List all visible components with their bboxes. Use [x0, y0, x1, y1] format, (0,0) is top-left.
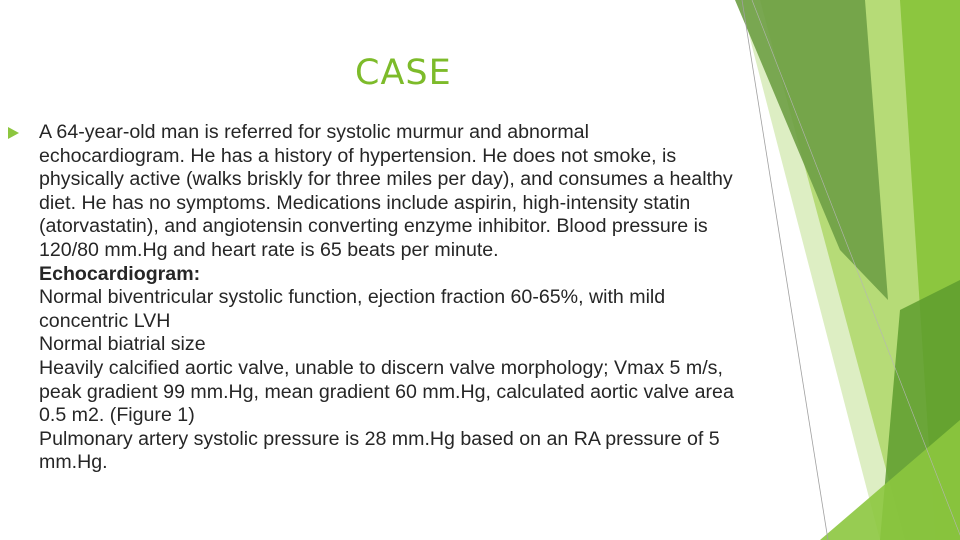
echo-line: Normal biatrial size	[39, 333, 206, 356]
echo-line: concentric LVH	[39, 309, 171, 332]
paragraph-line: (atorvastatin), and angiotensin converting enzyme inhibitor. Blood pressure is	[39, 215, 708, 238]
paragraph-line: diet. He has no symptoms. Medications include aspirin, high-intensity statin	[39, 191, 691, 214]
paragraph-line: physically active (walks briskly for three miles per day), and consumes a healthy	[39, 168, 733, 191]
slide-title: CASE	[355, 53, 452, 93]
paragraph-line: echocardiogram. He has a history of hypertension. He does not smoke, is	[39, 144, 677, 167]
echo-line: Pulmonary artery systolic pressure is 28 mm.Hg based on an RA pressure of 5	[39, 427, 720, 450]
triangle-bullet-icon	[8, 127, 19, 139]
paragraph-line: A 64-year-old man is referred for systolic murmur and abnormal	[39, 121, 589, 143]
echo-line: 0.5 m2. (Figure 1)	[39, 404, 195, 427]
echo-line: mm.Hg.	[39, 451, 108, 474]
echo-heading: Echocardiogram:	[39, 262, 201, 285]
case-text	[39, 121, 899, 475]
echo-line: Normal biventricular systolic function, ejection fraction 60-65%, with mild	[39, 286, 666, 309]
echo-line: peak gradient 99 mm.Hg, mean gradient 60 mm.Hg, calculated aortic valve area	[39, 380, 734, 403]
paragraph-line: 120/80 mm.Hg and heart rate is 65 beats per minute.	[39, 238, 499, 261]
echo-line: Heavily calcified aortic valve, unable to discern valve morphology; Vmax 5 m/s,	[39, 356, 723, 379]
